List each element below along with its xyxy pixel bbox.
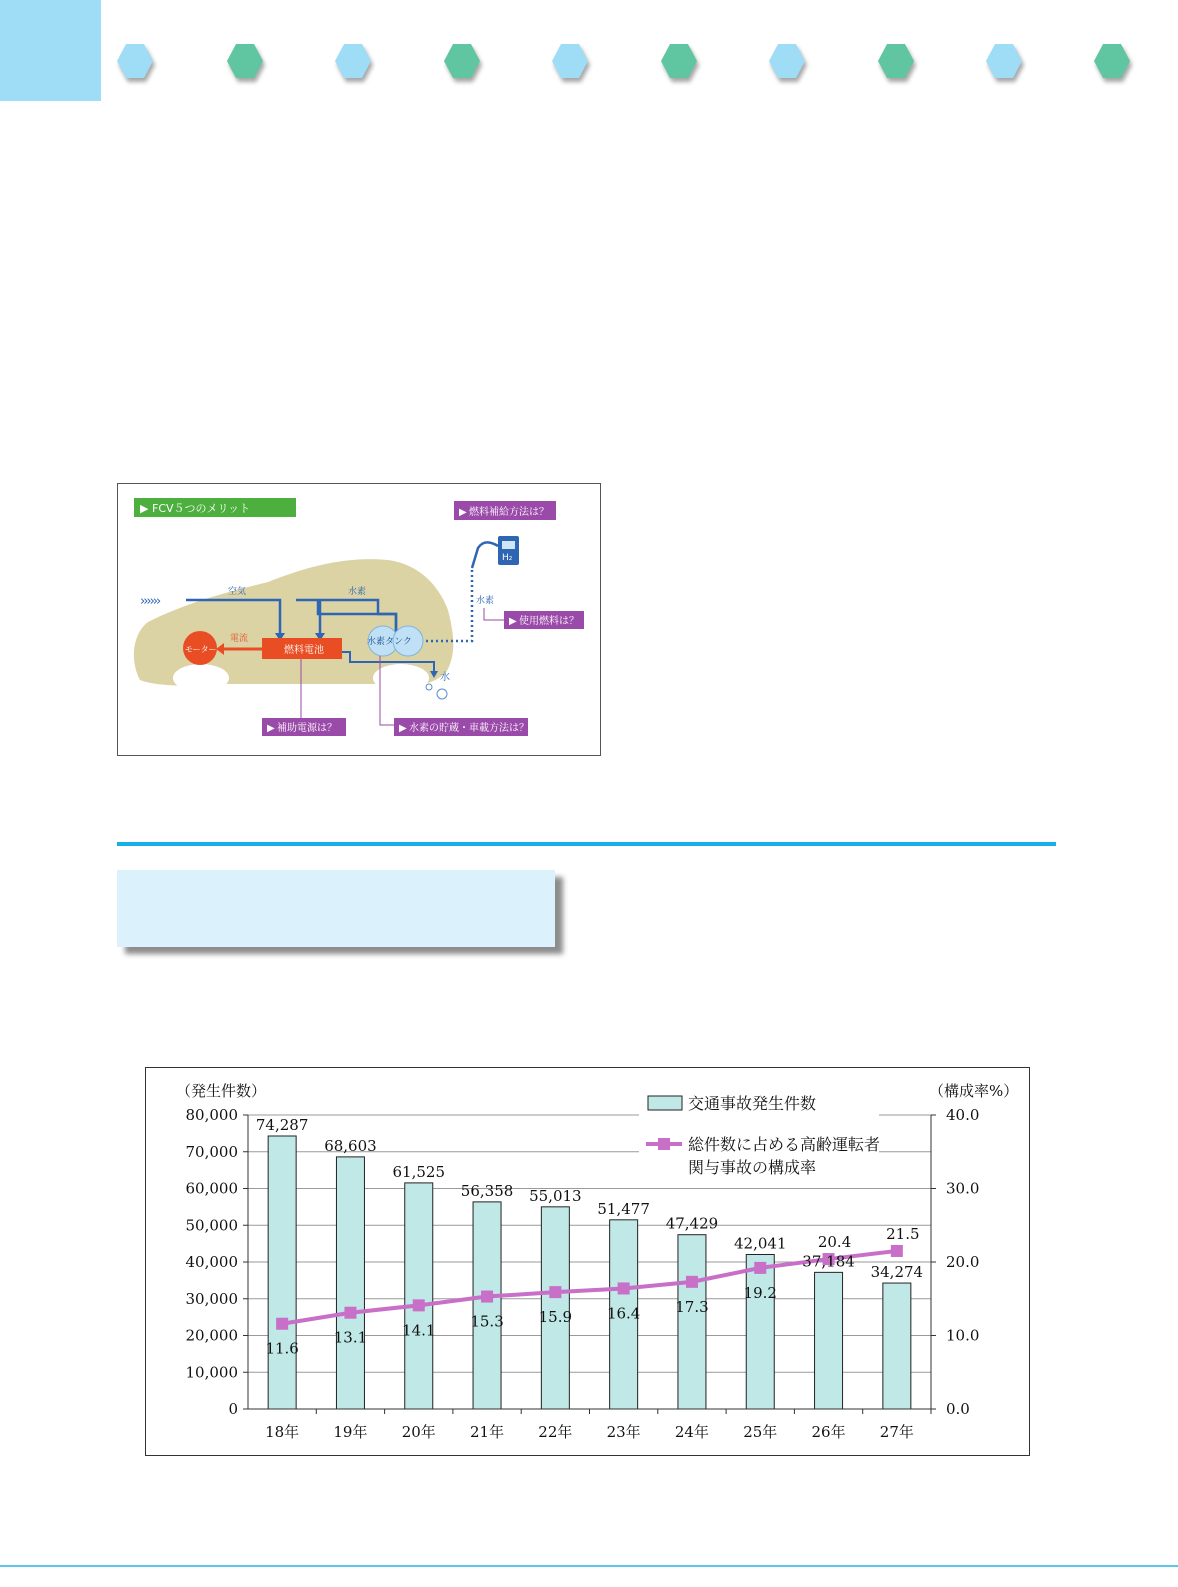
x-tick-label: 24年 [674, 1423, 709, 1441]
header-hexagon-row [0, 42, 1178, 92]
bar [883, 1283, 911, 1409]
header-hexagon-green [443, 42, 481, 80]
fcv-diagram-svg [118, 484, 600, 755]
y-tick-label: 30,000 [185, 1289, 238, 1308]
y-tick-label: 10,000 [185, 1363, 238, 1382]
bar [405, 1183, 433, 1409]
svg-text:▶: ▶ [140, 502, 149, 515]
ratio-value-label: 15.9 [538, 1308, 573, 1327]
section-title-box [117, 870, 555, 947]
x-tick-label: 26年 [811, 1423, 846, 1441]
y2-tick-label: 10.0 [946, 1326, 980, 1345]
x-tick-label: 22年 [538, 1423, 573, 1441]
water-drop-small [426, 684, 432, 690]
bar-value-label: 61,525 [392, 1162, 445, 1181]
legend-bar-label: 交通事故発生件数 [688, 1094, 817, 1113]
bar-value-label: 51,477 [597, 1199, 650, 1218]
x-tick-label: 21年 [470, 1423, 505, 1441]
ratio-value-label: 16.4 [606, 1304, 641, 1323]
x-tick-label: 25年 [743, 1423, 778, 1441]
bar-value-label: 37,184 [802, 1252, 855, 1271]
bar-value-label: 74,287 [255, 1115, 309, 1134]
y-tick-label: 50,000 [185, 1216, 238, 1235]
rear-wheel [173, 664, 229, 692]
y-tick-label: 20,000 [185, 1326, 238, 1345]
y-tick-label: 40,000 [185, 1253, 238, 1271]
ratio-marker [891, 1245, 903, 1257]
x-tick-label: 20年 [401, 1423, 436, 1441]
ratio-value-label: 20.4 [817, 1233, 852, 1252]
accident-chart-svg [146, 1068, 1029, 1455]
aux-power-label: 補助電源は？ [277, 723, 337, 734]
y-tick-label: 60,000 [185, 1179, 238, 1198]
bar [746, 1254, 774, 1409]
bar-value-label: 47,429 [665, 1214, 719, 1233]
bar-value-label: 34,274 [870, 1263, 924, 1282]
bar-value-label: 55,013 [529, 1186, 582, 1205]
accident-chart [145, 1067, 1030, 1456]
header-hexagon-blue [768, 42, 806, 80]
header-hexagon-blue [116, 42, 154, 80]
ratio-marker [754, 1262, 766, 1274]
ratio-marker [344, 1307, 356, 1319]
hydrogen-supply-label: 水素 [476, 596, 495, 606]
water-label: 水 [440, 672, 450, 683]
header-hexagon-blue [334, 42, 372, 80]
bar [336, 1157, 364, 1409]
svg-text:▶: ▶ [509, 616, 517, 627]
ratio-value-label: 14.1 [402, 1321, 436, 1340]
fcv-merits-label: FCV５つのメリット [152, 502, 251, 515]
footer-line [0, 1565, 1178, 1567]
ratio-value-label: 17.3 [675, 1297, 709, 1316]
ratio-marker [481, 1291, 493, 1303]
fcv-diagram [117, 483, 601, 756]
front-wheel [373, 664, 429, 692]
header-hexagon-green [1093, 42, 1131, 80]
y2-tick-label: 0.0 [946, 1400, 970, 1418]
x-tick-label: 23年 [606, 1423, 641, 1441]
svg-text:▶: ▶ [399, 723, 407, 734]
y-axis-title: （発生件数） [176, 1082, 267, 1100]
aux-power-tag[interactable] [262, 718, 346, 736]
bar-value-label: 42,041 [734, 1234, 787, 1253]
hydrogen-pump-icon [472, 536, 519, 568]
header-hexagon-green [226, 42, 264, 80]
ratio-value-label: 15.3 [470, 1312, 504, 1331]
hydrogen-storage-label: 水素の貯蔵・車載方法は？ [409, 723, 529, 734]
bar-value-label: 56,358 [460, 1181, 514, 1200]
y-tick-label: 0 [228, 1400, 238, 1418]
y2-tick-label: 40.0 [946, 1106, 980, 1124]
hydrogen-storage-tag[interactable] [394, 718, 529, 736]
current-label: 電流 [230, 634, 249, 644]
y-tick-label: 70,000 [185, 1142, 238, 1161]
refuel-method-label: 燃料補給方法は？ [469, 507, 549, 518]
bar-value-label: 68,603 [324, 1136, 377, 1155]
x-tick-label: 18年 [265, 1423, 300, 1441]
y2-axis-title: （構成率%） [929, 1082, 1019, 1100]
ratio-value-label: 13.1 [333, 1328, 368, 1347]
motor-label: モーター [185, 645, 217, 654]
ratio-marker [686, 1276, 698, 1288]
legend-line-label-2: 関与事故の構成率 [688, 1158, 817, 1177]
x-tick-label: 19年 [333, 1423, 368, 1441]
svg-text:▶: ▶ [459, 507, 467, 518]
fuel-cell-label: 燃料電池 [284, 645, 324, 656]
bar [473, 1202, 501, 1409]
bar [678, 1235, 706, 1409]
ratio-value-label: 21.5 [886, 1224, 920, 1243]
legend-bar-swatch [648, 1096, 682, 1110]
header-hexagon-green [660, 42, 698, 80]
ratio-value-label: 19.2 [743, 1283, 777, 1302]
chart-legend [639, 1092, 880, 1187]
legend-line-label-1: 総件数に占める高齢運転者 [688, 1135, 881, 1154]
air-intake-chevrons: ›››››› [140, 594, 160, 609]
hydrogen-label: 水素 [348, 587, 367, 597]
bar [815, 1272, 843, 1409]
ratio-value-label: 11.6 [265, 1339, 299, 1358]
fuel-type-label: 使用燃料は？ [519, 616, 579, 627]
header-hexagon-blue [551, 42, 589, 80]
ratio-marker [276, 1318, 288, 1330]
ratio-marker [549, 1286, 561, 1298]
header-hexagon-green [877, 42, 915, 80]
water-drop-large [437, 689, 447, 699]
refuel-method-tag[interactable] [454, 501, 556, 520]
section-divider [117, 842, 1056, 846]
ratio-marker [413, 1299, 425, 1311]
y2-tick-label: 20.0 [946, 1253, 980, 1271]
tank-label: 水素タンク [367, 637, 412, 647]
y2-tick-label: 30.0 [946, 1179, 980, 1198]
y-tick-label: 80,000 [185, 1106, 238, 1124]
header-hexagon-blue [985, 42, 1023, 80]
ratio-marker [618, 1282, 630, 1294]
fcv-merits-tag[interactable] [134, 498, 296, 517]
h2-label: H₂ [502, 553, 513, 563]
fuel-type-tag[interactable] [504, 611, 584, 629]
svg-text:▶: ▶ [267, 723, 275, 734]
bar [268, 1136, 296, 1409]
air-label: 空気 [228, 587, 247, 597]
x-tick-label: 27年 [879, 1423, 914, 1441]
